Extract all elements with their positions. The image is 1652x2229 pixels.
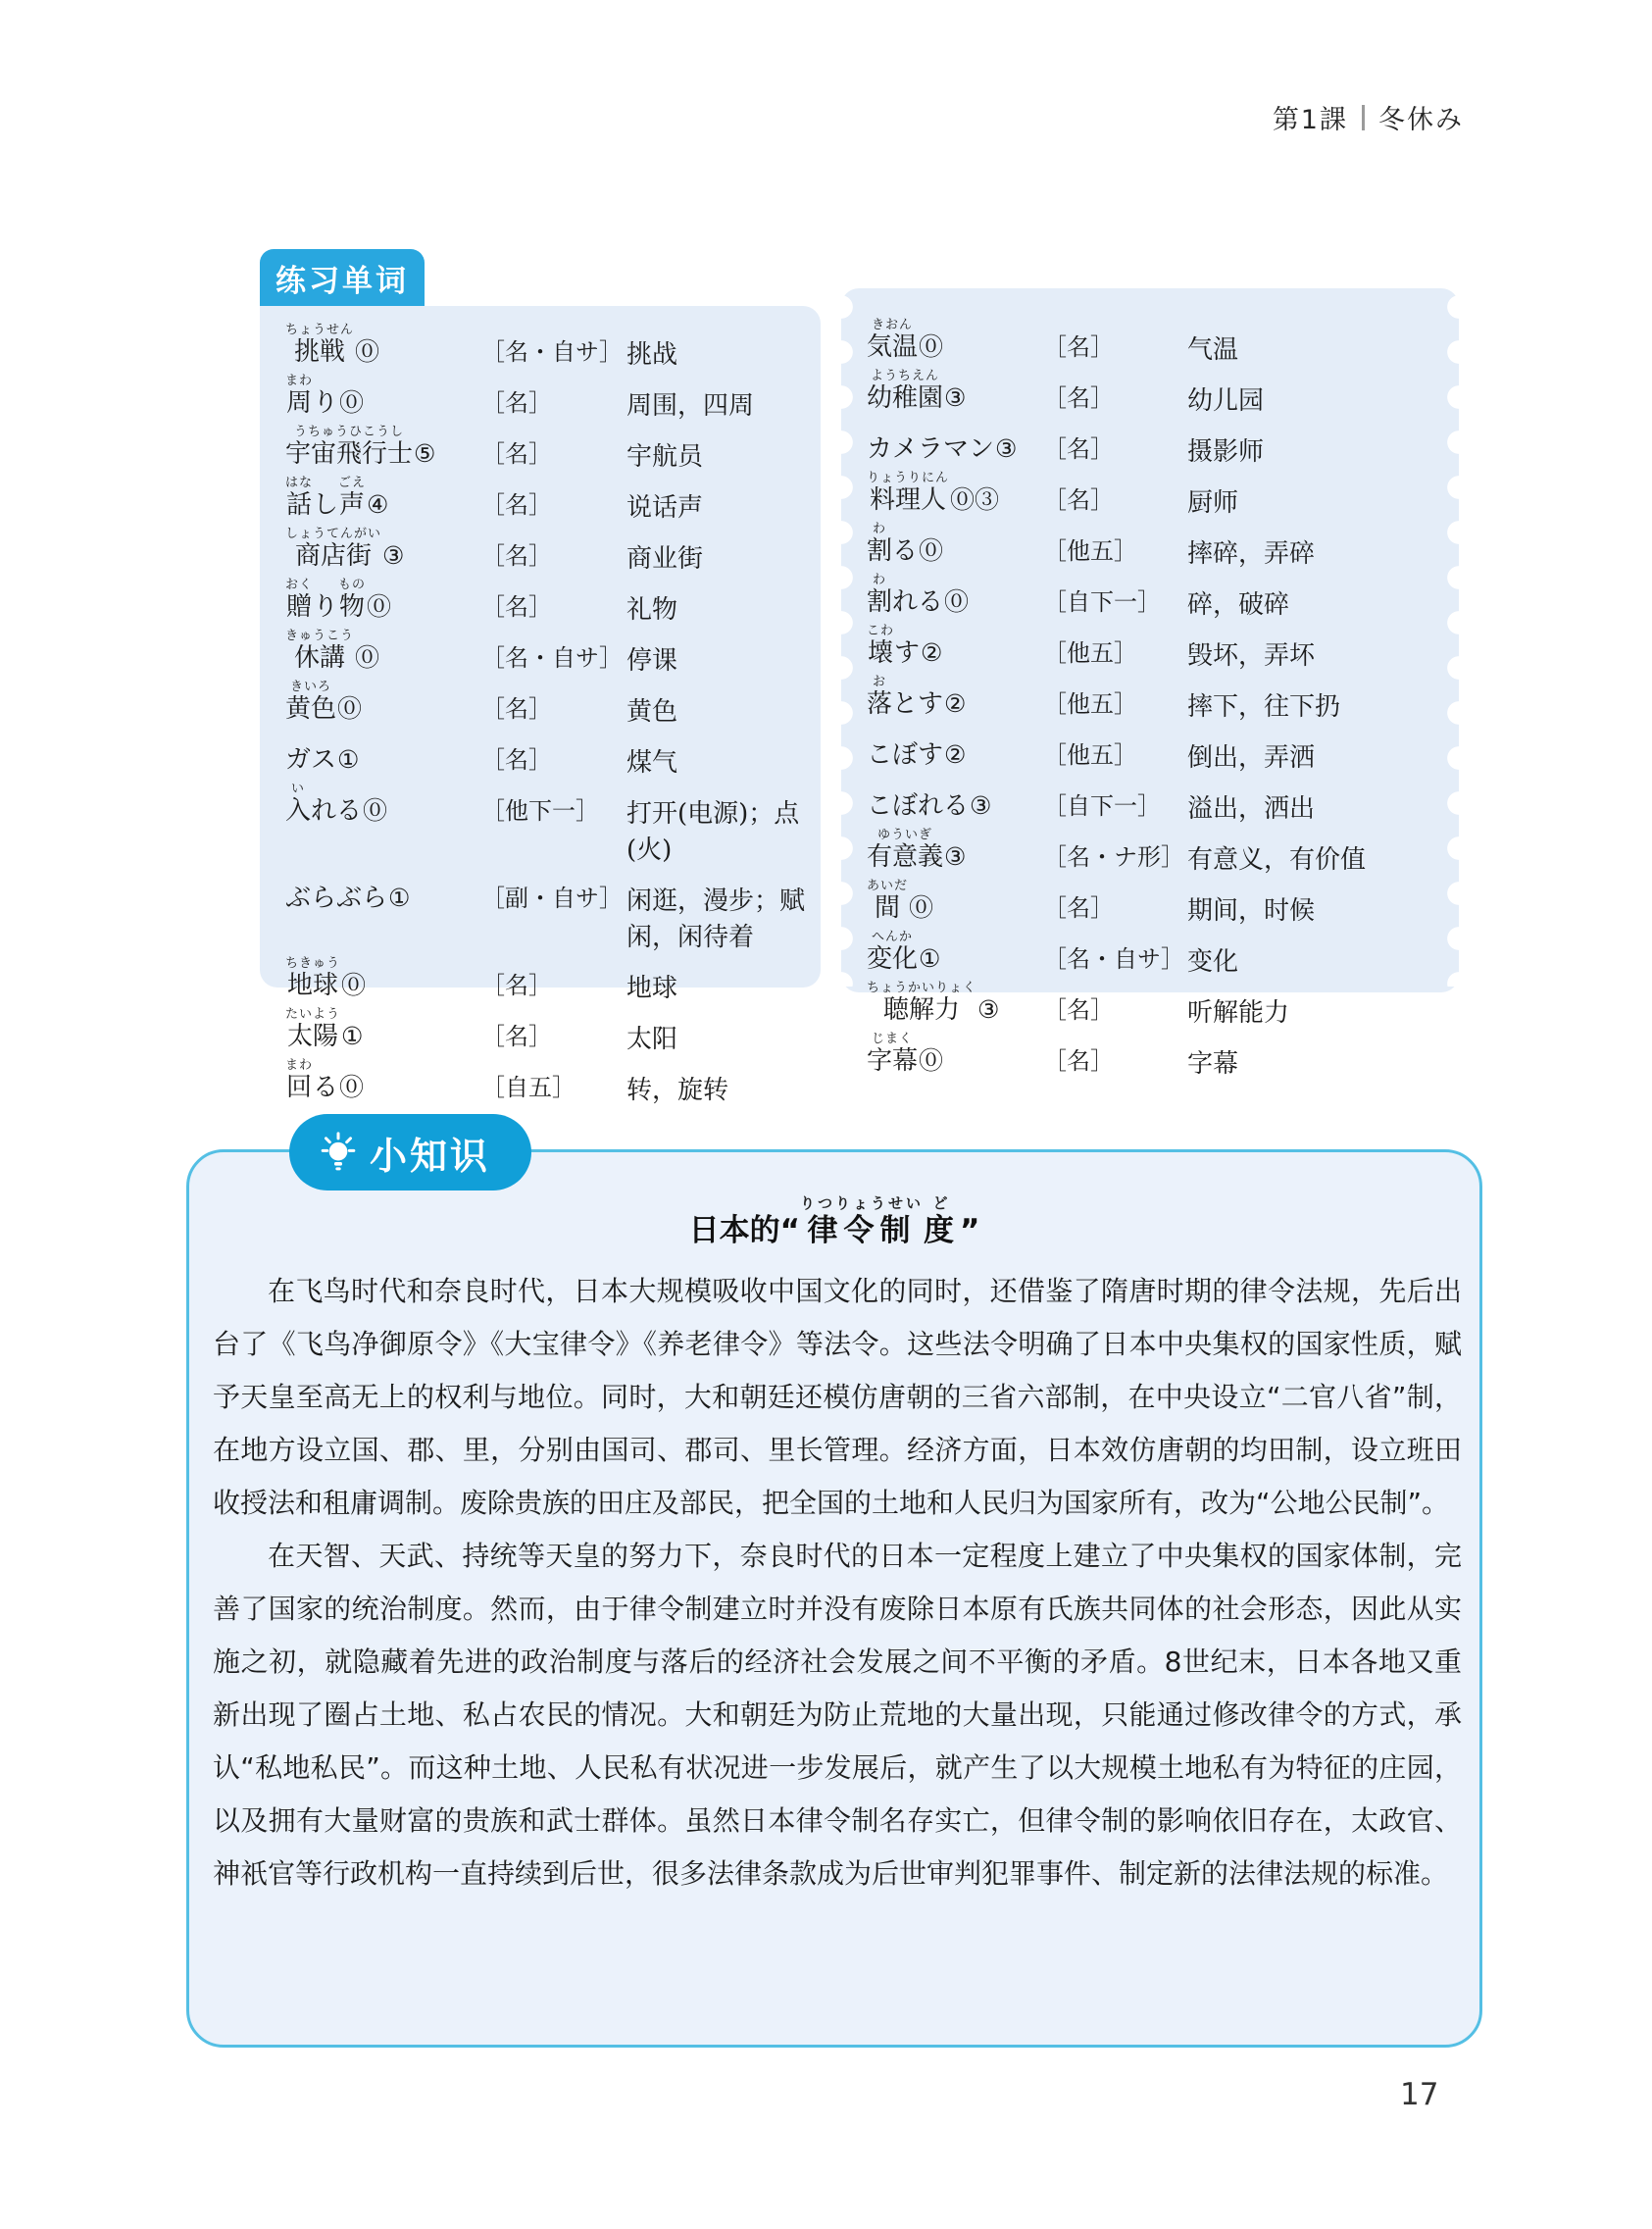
accent-number: ③ xyxy=(970,791,992,820)
ruby-segment xyxy=(285,680,336,724)
vocab-list-left xyxy=(260,306,821,1109)
furigana: ゆういぎ xyxy=(877,828,933,842)
furigana: へんか xyxy=(872,930,914,944)
vocab-row xyxy=(285,1007,811,1058)
accent-number: ⓪③ xyxy=(950,485,1000,514)
word-base: す xyxy=(894,638,921,668)
accent-number: ⓪ xyxy=(919,332,944,361)
word-base: 聴解力 xyxy=(883,995,961,1025)
accent-number: ⓪ xyxy=(919,1046,944,1075)
vocab-pos: ［名］ xyxy=(1043,894,1114,922)
vocab-pos: ［名・自サ］ xyxy=(481,644,623,672)
vocab-word xyxy=(285,956,481,1000)
word-base: 落 xyxy=(867,689,893,719)
furigana: はな xyxy=(285,476,314,490)
vocab-meaning: 变化 xyxy=(1187,947,1239,977)
accent-number: ③ xyxy=(944,383,967,412)
vocab-meaning: 气温 xyxy=(1187,335,1239,365)
ruby-segment xyxy=(285,956,340,1000)
page-header xyxy=(1273,98,1464,136)
vocab-row xyxy=(867,675,1449,726)
furigana: わ xyxy=(873,522,887,536)
furigana: うちゅうひこうし xyxy=(294,425,405,439)
accent-number: ⓪ xyxy=(355,337,380,366)
vocab-pos: ［名］ xyxy=(481,440,552,468)
accent-number: ⓪ xyxy=(909,893,934,922)
word-base: 宇宙飛行士 xyxy=(285,439,414,469)
vocab-pos: ［自下一］ xyxy=(1043,792,1161,820)
knowledge-title-word xyxy=(800,1193,960,1249)
word-base: 贈 xyxy=(286,592,313,622)
vocab-meaning: 黄色 xyxy=(626,697,678,727)
word-base: こぼす xyxy=(867,740,944,770)
vocab-row xyxy=(285,869,811,956)
word-base: とす xyxy=(892,689,944,719)
ruby-segment xyxy=(285,629,354,673)
vocab-word xyxy=(867,471,1043,515)
accent-number: ⓪ xyxy=(367,592,392,621)
vocab-word xyxy=(867,675,1043,719)
vocab-pos: ［自下一］ xyxy=(1043,588,1161,616)
word-base: ぶらぶら xyxy=(285,884,388,913)
vocab-word xyxy=(285,680,481,724)
vocab-pos: ［自五］ xyxy=(481,1074,576,1101)
vocab-word xyxy=(867,318,1043,362)
word-base: 幼稚園 xyxy=(867,383,944,413)
word-base: カメラマン xyxy=(867,434,995,464)
ruby-segment xyxy=(285,731,336,775)
knowledge-paragraphs xyxy=(189,1255,1479,1900)
vocab-word xyxy=(285,425,481,469)
word-base: 休講 xyxy=(294,643,346,673)
vocab-meaning: 礼物 xyxy=(626,595,678,625)
vocab-meaning: 幼儿园 xyxy=(1187,386,1265,416)
furigana: ようちえん xyxy=(871,369,940,383)
vocab-row xyxy=(285,578,811,629)
vocab-pos: ［他五］ xyxy=(1043,537,1137,565)
furigana: たいよう xyxy=(285,1007,341,1022)
vocab-meaning: 期间，时候 xyxy=(1187,896,1316,926)
vocab-panel-left xyxy=(260,306,821,1105)
vocab-row xyxy=(867,420,1449,471)
vocab-row xyxy=(285,731,811,782)
word-base: 太陽 xyxy=(287,1022,339,1051)
vocab-pos: ［名］ xyxy=(481,746,552,774)
vocab-row xyxy=(867,828,1449,879)
ruby-segment xyxy=(867,369,943,413)
vocab-pos: ［名］ xyxy=(1043,1047,1114,1075)
vocab-row xyxy=(285,956,811,1007)
vocab-row xyxy=(867,522,1449,573)
furigana: もの xyxy=(338,578,367,592)
vocab-row xyxy=(867,318,1449,369)
vocab-meaning: 停课 xyxy=(626,646,678,676)
vocab-pos: ［名］ xyxy=(481,593,552,621)
ruby-segment xyxy=(800,1194,924,1249)
word-base: 周 xyxy=(286,388,313,418)
vocab-badge-label: 练习单词 xyxy=(275,263,409,299)
vocab-row xyxy=(867,471,1449,522)
ruby-segment xyxy=(313,578,338,622)
vocab-pos: ［他下一］ xyxy=(481,797,599,825)
word-base: れる xyxy=(311,796,363,826)
vocab-word xyxy=(867,828,1043,872)
accent-number: ① xyxy=(919,944,941,973)
ruby-segment xyxy=(867,726,943,770)
accent-number: ⓪ xyxy=(337,694,363,723)
furigana: わ xyxy=(873,573,887,587)
lesson-title: 冬休み xyxy=(1378,105,1464,135)
vocab-word xyxy=(285,782,481,826)
vocab-list-right xyxy=(841,288,1459,1083)
ruby-segment xyxy=(338,476,366,520)
vocab-pos: ［名］ xyxy=(481,972,552,999)
vocab-row xyxy=(867,930,1449,981)
accent-number: ③ xyxy=(944,842,967,871)
ruby-segment xyxy=(867,624,894,668)
vocab-meaning: 听解能力 xyxy=(1187,998,1290,1028)
knowledge-panel xyxy=(186,1149,1482,2048)
vocab-pos: ［名・自サ］ xyxy=(481,338,623,366)
vocab-word xyxy=(285,323,481,367)
vocab-word xyxy=(285,578,481,622)
vocab-pos: ［名］ xyxy=(1043,435,1114,463)
vocab-word xyxy=(285,869,481,913)
furigana: じまく xyxy=(872,1032,914,1046)
vocab-word xyxy=(285,1058,481,1102)
ruby-segment xyxy=(867,471,949,515)
vocab-meaning: 摄影师 xyxy=(1187,437,1265,467)
word-base: 商店街 xyxy=(295,541,373,571)
vocab-word xyxy=(867,420,1043,464)
accent-number: ⓪ xyxy=(339,1073,365,1101)
vocab-meaning: 摔碎，弄碎 xyxy=(1187,539,1316,569)
vocab-word xyxy=(867,1032,1043,1076)
ruby-segment xyxy=(285,476,313,520)
furigana: ど xyxy=(932,1194,951,1212)
vocab-meaning: 碎，破碎 xyxy=(1187,590,1290,620)
vocab-pos: ［名］ xyxy=(1043,333,1114,361)
word-base: 度 xyxy=(924,1213,960,1248)
vocab-meaning: 说话声 xyxy=(626,493,704,523)
word-base: れる xyxy=(892,587,944,617)
word-base: 地球 xyxy=(287,971,339,1000)
word-base: 話 xyxy=(286,490,313,520)
accent-number: ⓪ xyxy=(355,643,380,672)
furigana: きおん xyxy=(872,318,914,332)
vocab-meaning: 有意义，有价值 xyxy=(1187,845,1367,875)
furigana: しょうてんがい xyxy=(285,527,382,541)
word-base: り xyxy=(313,592,339,622)
accent-number: ① xyxy=(341,1022,364,1050)
vocab-meaning: 打开(电源)；点(火) xyxy=(626,799,800,865)
vocab-row xyxy=(285,680,811,731)
knowledge-title-suffix: ” xyxy=(960,1213,980,1248)
vocab-row xyxy=(867,777,1449,828)
furigana: まわ xyxy=(285,1058,314,1073)
vocab-pos: ［他五］ xyxy=(1043,690,1137,718)
ruby-segment xyxy=(311,782,362,826)
vocab-pos: ［他五］ xyxy=(1043,639,1137,667)
word-base: 声 xyxy=(339,490,366,520)
vocab-pos: ［名］ xyxy=(1043,996,1114,1024)
ruby-segment xyxy=(285,1058,313,1102)
ruby-segment xyxy=(285,1007,340,1051)
vocab-meaning: 倒出，弄洒 xyxy=(1187,743,1316,773)
vocab-pos: ［名］ xyxy=(1043,384,1114,412)
ruby-segment xyxy=(285,578,313,622)
vocab-meaning: 地球 xyxy=(626,974,678,1003)
vocab-row xyxy=(285,782,811,869)
accent-number: ④ xyxy=(367,490,389,519)
vocab-word xyxy=(867,930,1043,974)
word-base: る xyxy=(892,536,919,566)
furigana: きいろ xyxy=(290,680,332,694)
word-base: 回 xyxy=(286,1073,313,1102)
knowledge-paragraph: 在飞鸟时代和奈良时代，日本大规模吸收中国文化的同时，还借鉴了隋唐时期的律令法规，先后出台了《飞鸟净御原令》《大宝律令》《养老律令》等法令。这些法令明确了日本中央集权的国家性质，赋予天皇至高无上的权利与地位。同时，大和朝廷还模仿唐朝的三省六部制，在中央设立“二官八省”制，在地方设立国、郡、里，分别由国司、郡司、里长管理。经济方面，日本效仿唐朝的均田制，设立班田收授法和租庸调制。废除贵族的田庄及部民，把全国的土地和人民归为国家所有，改为“公地公民制”。 xyxy=(213,1275,1462,1519)
vocab-row xyxy=(867,573,1449,624)
word-base: ガス xyxy=(285,745,337,775)
furigana: きゅうこう xyxy=(285,629,355,643)
vocab-meaning: 毁坏，弄坏 xyxy=(1187,641,1316,671)
vocab-row xyxy=(867,1032,1449,1083)
ruby-segment xyxy=(313,374,338,418)
vocab-row xyxy=(285,527,811,578)
vocab-row xyxy=(867,981,1449,1032)
ruby-segment xyxy=(867,879,908,923)
word-base: り xyxy=(313,388,339,418)
accent-number: ⓪ xyxy=(944,587,970,616)
vocab-word xyxy=(867,726,1043,770)
vocab-meaning: 周围，四周 xyxy=(626,391,755,421)
word-base: 律令制 xyxy=(807,1213,917,1248)
furigana: い xyxy=(291,782,306,796)
vocab-word xyxy=(867,573,1043,617)
accent-number: ⓪ xyxy=(363,796,388,825)
vocab-row xyxy=(285,476,811,527)
furigana: りょうりにん xyxy=(867,471,950,485)
ruby-segment xyxy=(867,675,892,719)
ruby-segment xyxy=(867,930,918,974)
vocab-meaning: 煤气 xyxy=(626,748,678,778)
vocab-pos: ［名・自サ］ xyxy=(1043,945,1184,973)
header-divider xyxy=(1362,105,1365,130)
vocab-pos: ［副・自サ］ xyxy=(481,885,623,912)
ruby-segment xyxy=(338,578,366,622)
ruby-segment xyxy=(313,476,338,520)
ruby-segment xyxy=(867,420,994,464)
vocab-pos: ［名］ xyxy=(481,491,552,519)
vocab-meaning: 闲逛，漫步；赋闲，闲待着 xyxy=(626,887,806,952)
vocab-word xyxy=(867,624,1043,668)
accent-number: ⓪ xyxy=(339,388,365,417)
ruby-segment xyxy=(894,624,920,668)
word-base: 黄色 xyxy=(285,694,337,724)
vocab-meaning: 挑战 xyxy=(626,340,678,370)
vocab-panel-right xyxy=(841,288,1459,1079)
ruby-segment xyxy=(892,675,943,719)
vocab-row xyxy=(285,323,811,374)
vocab-word xyxy=(867,369,1043,413)
accent-number: ② xyxy=(944,689,967,718)
vocab-row xyxy=(867,624,1449,675)
page-number: 17 xyxy=(1400,2077,1439,2112)
vocab-section-badge xyxy=(260,249,425,306)
ruby-segment xyxy=(285,869,387,913)
ruby-segment xyxy=(867,318,918,362)
vocab-pos: ［名・ナ形］ xyxy=(1043,843,1184,871)
vocab-word xyxy=(867,522,1043,566)
furigana: りつりょうせい xyxy=(799,1194,924,1212)
ruby-segment xyxy=(892,522,918,566)
furigana: お xyxy=(873,675,887,689)
lightbulb-icon xyxy=(319,1131,358,1174)
lesson-number: 第1課 xyxy=(1272,105,1348,135)
furigana: ちょうかいりょく xyxy=(867,981,977,995)
word-base: し xyxy=(313,490,339,520)
vocab-word xyxy=(867,777,1043,821)
vocab-pos: ［名］ xyxy=(481,389,552,417)
word-base: 字幕 xyxy=(867,1046,919,1076)
ruby-segment xyxy=(867,828,943,872)
vocab-meaning: 太阳 xyxy=(626,1025,678,1054)
ruby-segment xyxy=(867,573,892,617)
vocab-pos: ［名］ xyxy=(481,542,552,570)
word-base: 挑戦 xyxy=(294,337,346,367)
ruby-segment xyxy=(867,981,976,1025)
furigana: おく xyxy=(285,578,314,592)
ruby-segment xyxy=(285,527,381,571)
ruby-segment xyxy=(285,782,311,826)
accent-number: ① xyxy=(337,745,360,774)
accent-number: ⓪ xyxy=(341,971,367,999)
vocab-row xyxy=(285,425,811,476)
accent-number: ⑤ xyxy=(414,439,436,468)
word-base: こぼれる xyxy=(867,791,970,821)
vocab-pos: ［名］ xyxy=(481,695,552,723)
furigana: こわ xyxy=(867,624,895,638)
word-base: 変化 xyxy=(867,944,919,974)
word-base: 物 xyxy=(339,592,366,622)
word-base: 料理人 xyxy=(870,485,947,515)
vocab-row xyxy=(867,369,1449,420)
ruby-segment xyxy=(313,1058,338,1102)
accent-number: ③ xyxy=(995,434,1018,463)
accent-number: ③ xyxy=(382,541,405,570)
vocab-row xyxy=(285,629,811,680)
knowledge-title-prefix: 日本的“ xyxy=(688,1213,800,1248)
vocab-pos: ［名］ xyxy=(1043,486,1114,514)
vocab-word xyxy=(285,374,481,418)
knowledge-section-badge xyxy=(289,1114,531,1190)
vocab-meaning: 溢出，洒出 xyxy=(1187,794,1316,824)
furigana: ごえ xyxy=(338,476,367,490)
vocab-word xyxy=(285,731,481,775)
ruby-segment xyxy=(867,777,969,821)
vocab-row xyxy=(867,726,1449,777)
vocab-word xyxy=(285,527,481,571)
word-base: 割 xyxy=(867,587,893,617)
ruby-segment xyxy=(892,573,943,617)
vocab-meaning: 转，旋转 xyxy=(626,1076,729,1105)
vocab-row xyxy=(285,374,811,425)
word-base: 入 xyxy=(285,796,312,826)
word-base: 割 xyxy=(867,536,893,566)
vocab-pos: ［他五］ xyxy=(1043,741,1137,769)
word-base: 間 xyxy=(875,893,901,923)
vocab-word xyxy=(867,879,1043,923)
furigana: ちょうせん xyxy=(285,323,355,337)
accent-number: ② xyxy=(944,740,967,769)
vocab-meaning: 字幕 xyxy=(1187,1049,1239,1079)
ruby-segment xyxy=(285,425,413,469)
vocab-word xyxy=(285,629,481,673)
vocab-meaning: 摔下，往下扔 xyxy=(1187,692,1341,722)
ruby-segment xyxy=(867,522,892,566)
knowledge-badge-label: 小知识 xyxy=(370,1134,491,1178)
vocab-word xyxy=(285,476,481,520)
vocab-meaning: 宇航员 xyxy=(626,442,704,472)
vocab-pos: ［名］ xyxy=(481,1023,552,1050)
vocab-row xyxy=(867,879,1449,930)
word-base: る xyxy=(313,1073,339,1102)
knowledge-paragraph: 在天智、天武、持统等天皇的努力下，奈良时代的日本一定程度上建立了中央集权的国家体制，完善了国家的统治制度。然而，由于律令制建立时并没有废除日本原有氏族共同体的社会形态，因此从实施之初，就隐藏着先进的政治制度与落后的经济社会发展之间不平衡的矛盾。8世纪末，日本各地又重新出现了圈占土地、私占农民的情况。大和朝廷为防止荒地的大量出现，只能通过修改律令的方式，承认“私地私民”。而这种土地、人民私有状况进一步发展后，就产生了以大规模土地私有为特征的庄园，以及拥有大量财富的贵族和武士群体。虽然日本律令制名存实亡，但律令制的影响依旧存在，太政官、神祇官等行政机构一直持续到后世，很多法律条款成为后世审判犯罪事件、制定新的法律法规的标准。 xyxy=(213,1540,1462,1890)
accent-number: ① xyxy=(388,884,411,912)
furigana: あいだ xyxy=(867,879,909,893)
word-base: 壊 xyxy=(868,638,894,668)
vocab-row xyxy=(285,1058,811,1109)
accent-number: ② xyxy=(921,638,943,667)
ruby-segment xyxy=(285,374,313,418)
ruby-segment xyxy=(924,1194,960,1249)
vocab-word xyxy=(285,1007,481,1051)
word-base: 気温 xyxy=(867,332,919,362)
vocab-meaning: 厨师 xyxy=(1187,488,1239,518)
furigana: ちきゅう xyxy=(285,956,341,971)
accent-number: ⓪ xyxy=(919,536,944,565)
accent-number: ③ xyxy=(977,995,1000,1024)
furigana: まわ xyxy=(285,374,314,388)
knowledge-title xyxy=(189,1193,1479,1249)
vocab-meaning: 商业街 xyxy=(626,544,704,574)
ruby-segment xyxy=(867,1032,918,1076)
ruby-segment xyxy=(285,323,354,367)
vocab-word xyxy=(867,981,1043,1025)
word-base: 有意義 xyxy=(867,842,944,872)
